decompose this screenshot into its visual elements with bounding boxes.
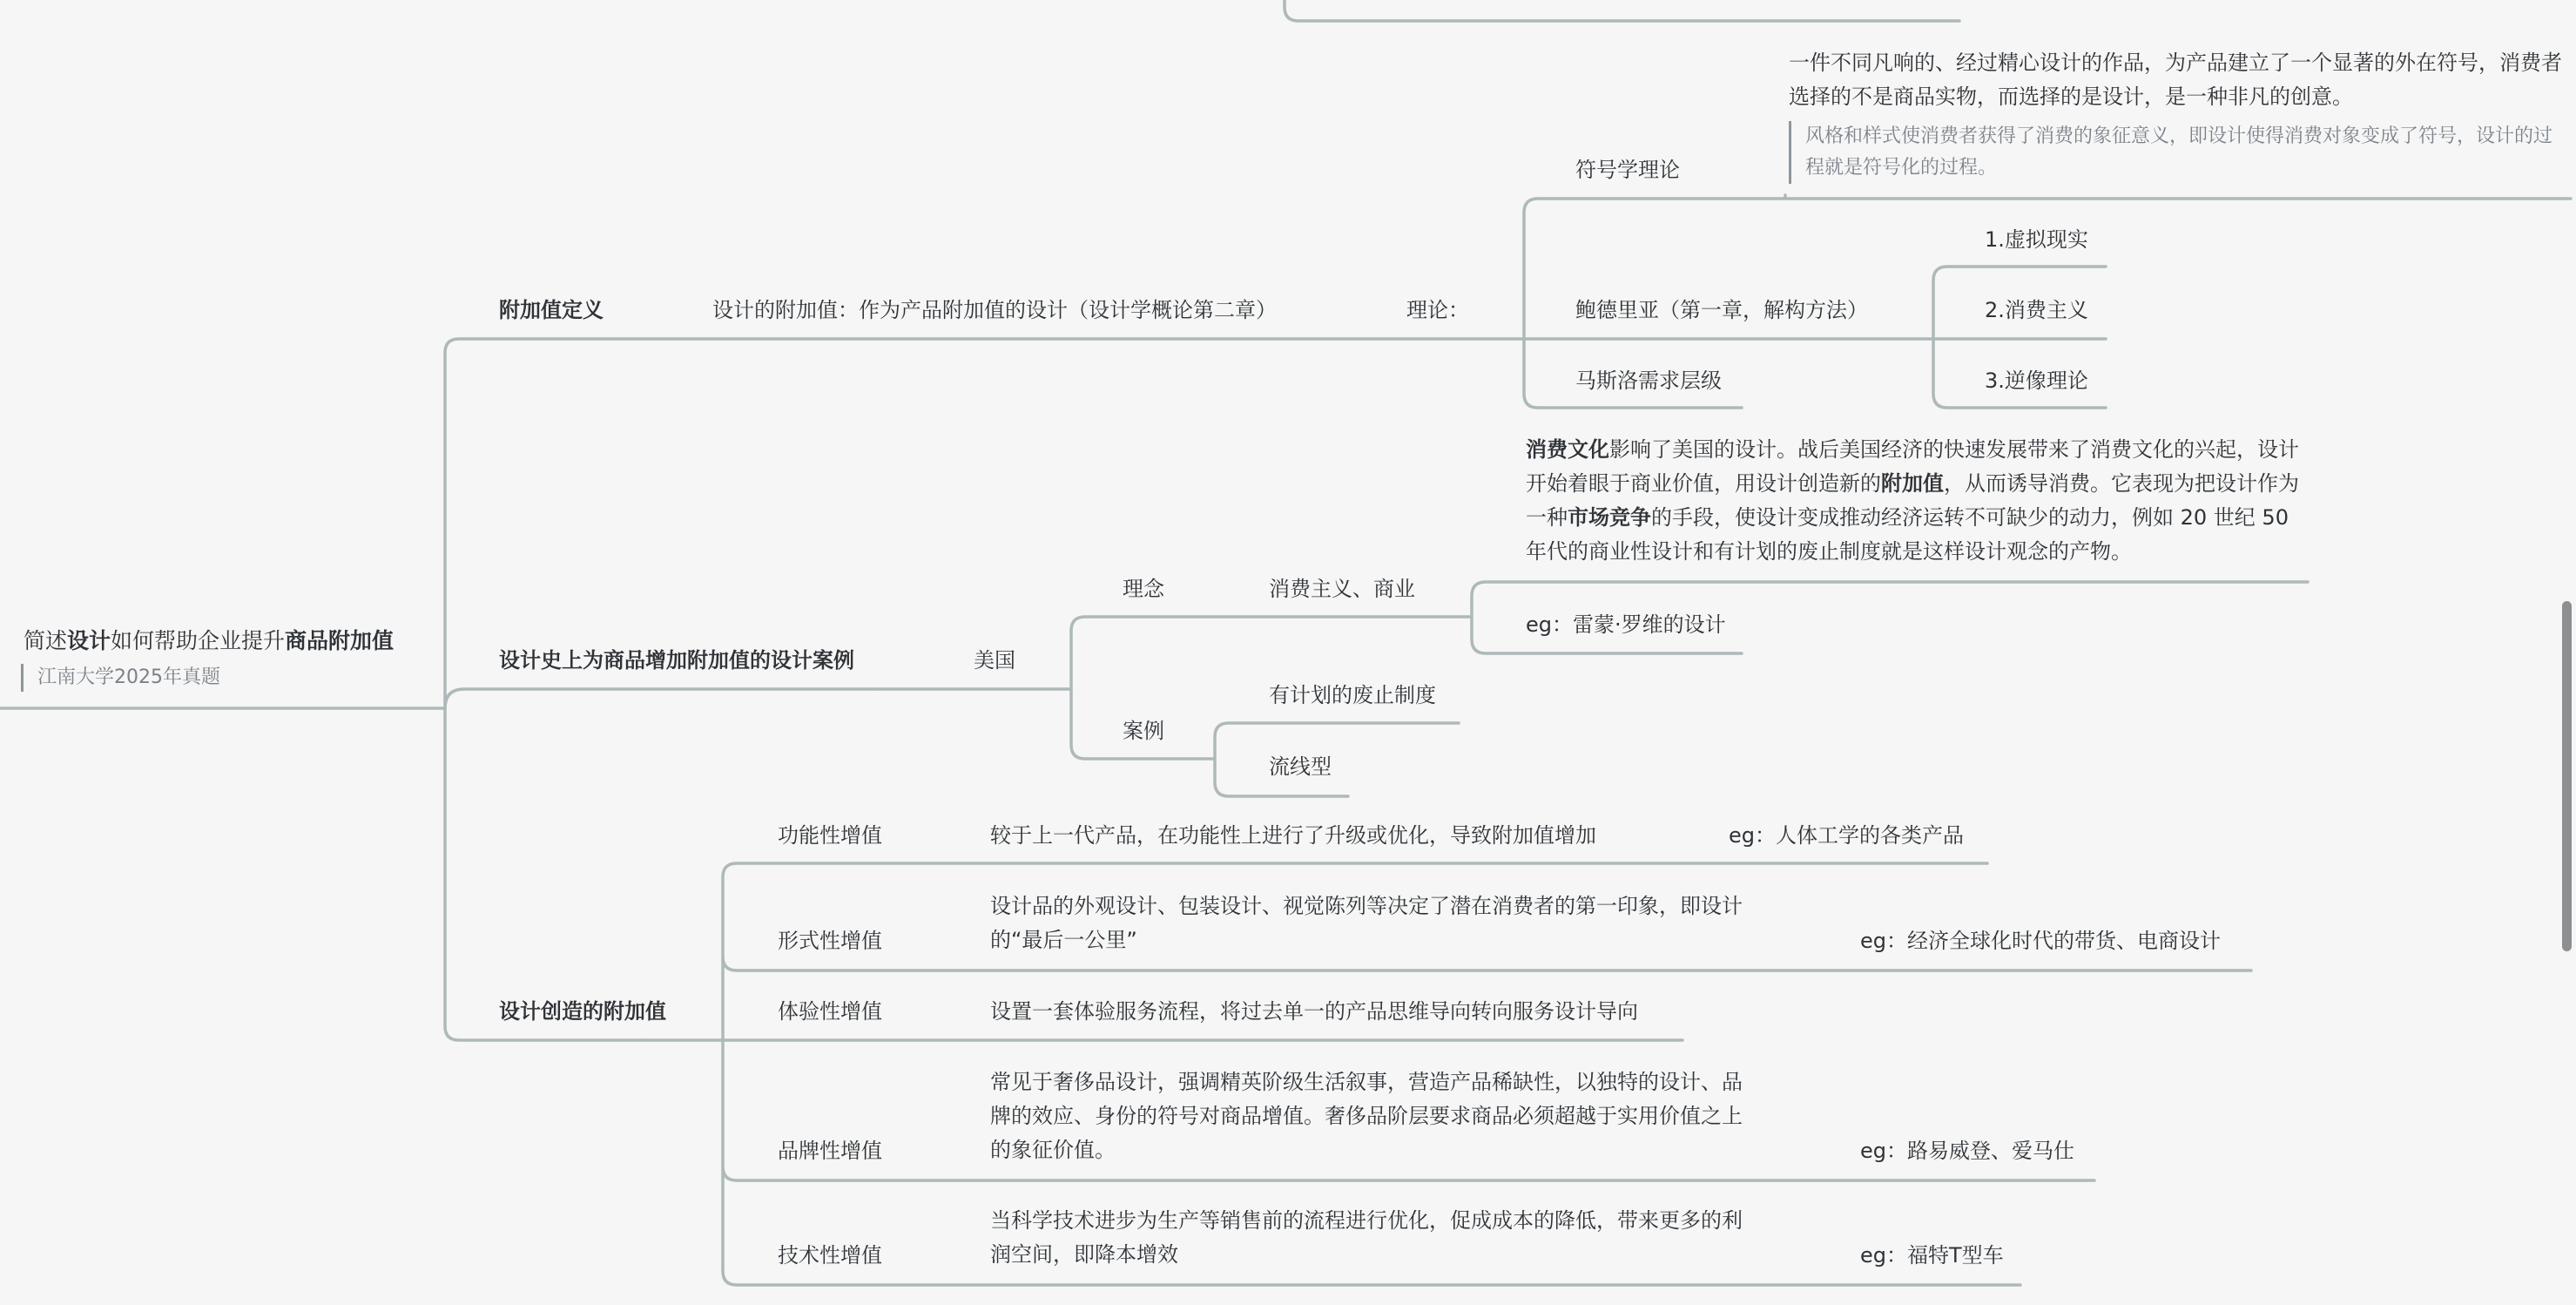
root-note: 江南大学2025年真题 xyxy=(21,664,220,692)
branch-design-history-cases[interactable]: 设计史上为商品增加附加值的设计案例 xyxy=(499,648,854,673)
root-title-bold: 商品附加值 xyxy=(285,628,394,653)
vertical-scrollbar[interactable] xyxy=(2562,601,2572,951)
node-usa[interactable]: 美国 xyxy=(974,648,1015,673)
node-maslow[interactable]: 马斯洛需求层级 xyxy=(1575,369,1722,393)
node-functional-desc[interactable]: 较于上一代产品，在功能性上进行了升级或优化，导致附加值增加 xyxy=(990,823,1596,848)
node-technology-value[interactable]: 技术性增值 xyxy=(778,1243,882,1268)
node-theory[interactable]: 理论： xyxy=(1406,298,1469,322)
node-semiotics-text[interactable]: 一件不同凡响的、经过精心设计的作品，为产品建立了一个显著的外在符号，消费者选择的不是商品实物，而选择的是设计，是一种非凡的创意。 xyxy=(1789,51,2562,109)
text-span: ，从而诱导消费。它表现为把设计作为一种 xyxy=(1526,471,2299,530)
node-experience-desc[interactable]: 设置一套体验服务流程，将过去单一的产品思维导向转向服务设计导向 xyxy=(990,999,1638,1024)
text-span: 影响了美国的设计。战后美国经济的快速发展带来了消费文化的兴起，设计开始着眼于商业价值，用设计创造新的 xyxy=(1526,437,2299,496)
text-bold: 附加值 xyxy=(1881,471,1944,496)
node-streamline[interactable]: 流线型 xyxy=(1269,754,1332,779)
node-semiotics[interactable]: 符号学理论 xyxy=(1575,158,1680,182)
root-title-part: 如何帮助企业提升 xyxy=(111,628,286,653)
node-consumerism[interactable]: 2.消费主义 xyxy=(1985,298,2088,322)
node-brand-eg[interactable]: eg：路易威登、爱马仕 xyxy=(1860,1139,2074,1163)
semiotics-note: 风格和样式使消费者获得了消费的象征意义，即设计使得消费对象变成了符号，设计的过程就是符号化的过程。 xyxy=(1789,121,2561,184)
node-simulacra-theory[interactable]: 3.逆像理论 xyxy=(1985,369,2088,393)
node-brand-value[interactable]: 品牌性增值 xyxy=(778,1139,882,1163)
node-concept[interactable]: 理念 xyxy=(1123,577,1164,601)
node-technology-eg[interactable]: eg：福特T型车 xyxy=(1860,1243,2004,1268)
connector-cases xyxy=(1215,723,1459,796)
node-formal-value[interactable]: 形式性增值 xyxy=(778,929,882,953)
text-span: 的手段，使设计变成推动经济运转不可缺少的动力，例如 20 世纪 50 年代的商业性设计和有计划的废止制度就是这样设计观念的产物。 xyxy=(1526,505,2289,564)
node-formal-desc[interactable]: 设计品的外观设计、包装设计、视觉陈列等决定了潜在消费者的第一印象，即设计的“最后一公里” xyxy=(990,894,1743,952)
root-title-part: 简述 xyxy=(24,628,68,653)
node-baudrillard[interactable]: 鲍德里亚（第一章，解构方法） xyxy=(1575,298,1868,322)
node-functional-value[interactable]: 功能性增值 xyxy=(778,823,882,848)
node-technology-desc[interactable]: 当科学技术进步为生产等销售前的流程进行优化，促成成本的降低，带来更多的利润空间，即降本增效 xyxy=(990,1208,1743,1267)
node-consumerism-commerce[interactable]: 消费主义、商业 xyxy=(1269,577,1415,601)
node-planned-obsolescence[interactable]: 有计划的废止制度 xyxy=(1269,683,1436,707)
node-virtual-reality[interactable]: 1.虚拟现实 xyxy=(1985,227,2088,252)
node-raymond-loewy[interactable]: eg：雷蒙·罗维的设计 xyxy=(1526,612,1726,637)
connector-top-partial xyxy=(1285,0,1959,21)
node-functional-eg[interactable]: eg：人体工学的各类产品 xyxy=(1729,823,1964,848)
branch-design-created-value[interactable]: 设计创造的附加值 xyxy=(499,999,666,1024)
node-experience-value[interactable]: 体验性增值 xyxy=(778,999,882,1024)
node-consumer-culture-paragraph[interactable] xyxy=(1526,433,2301,569)
text-bold: 市场竞争 xyxy=(1568,505,1651,530)
text-bold: 消费文化 xyxy=(1526,437,1609,462)
node-design-additional-value[interactable]: 设计的附加值：作为产品附加值的设计（设计学概论第二章） xyxy=(712,298,1277,322)
node-formal-eg[interactable]: eg：经济全球化时代的带货、电商设计 xyxy=(1860,929,2221,953)
node-cases[interactable]: 案例 xyxy=(1123,719,1164,743)
branch-additional-value-definition[interactable]: 附加值定义 xyxy=(499,298,604,322)
root-title[interactable] xyxy=(24,625,394,658)
root-title-bold: 设计 xyxy=(67,628,111,653)
node-brand-desc[interactable]: 常见于奢侈品设计，强调精英阶级生活叙事，营造产品稀缺性，以独特的设计、品牌的效应、身份的符号对商品增值。奢侈品阶层要求商品必须超越于实用价值之上的象征价值。 xyxy=(990,1070,1743,1162)
